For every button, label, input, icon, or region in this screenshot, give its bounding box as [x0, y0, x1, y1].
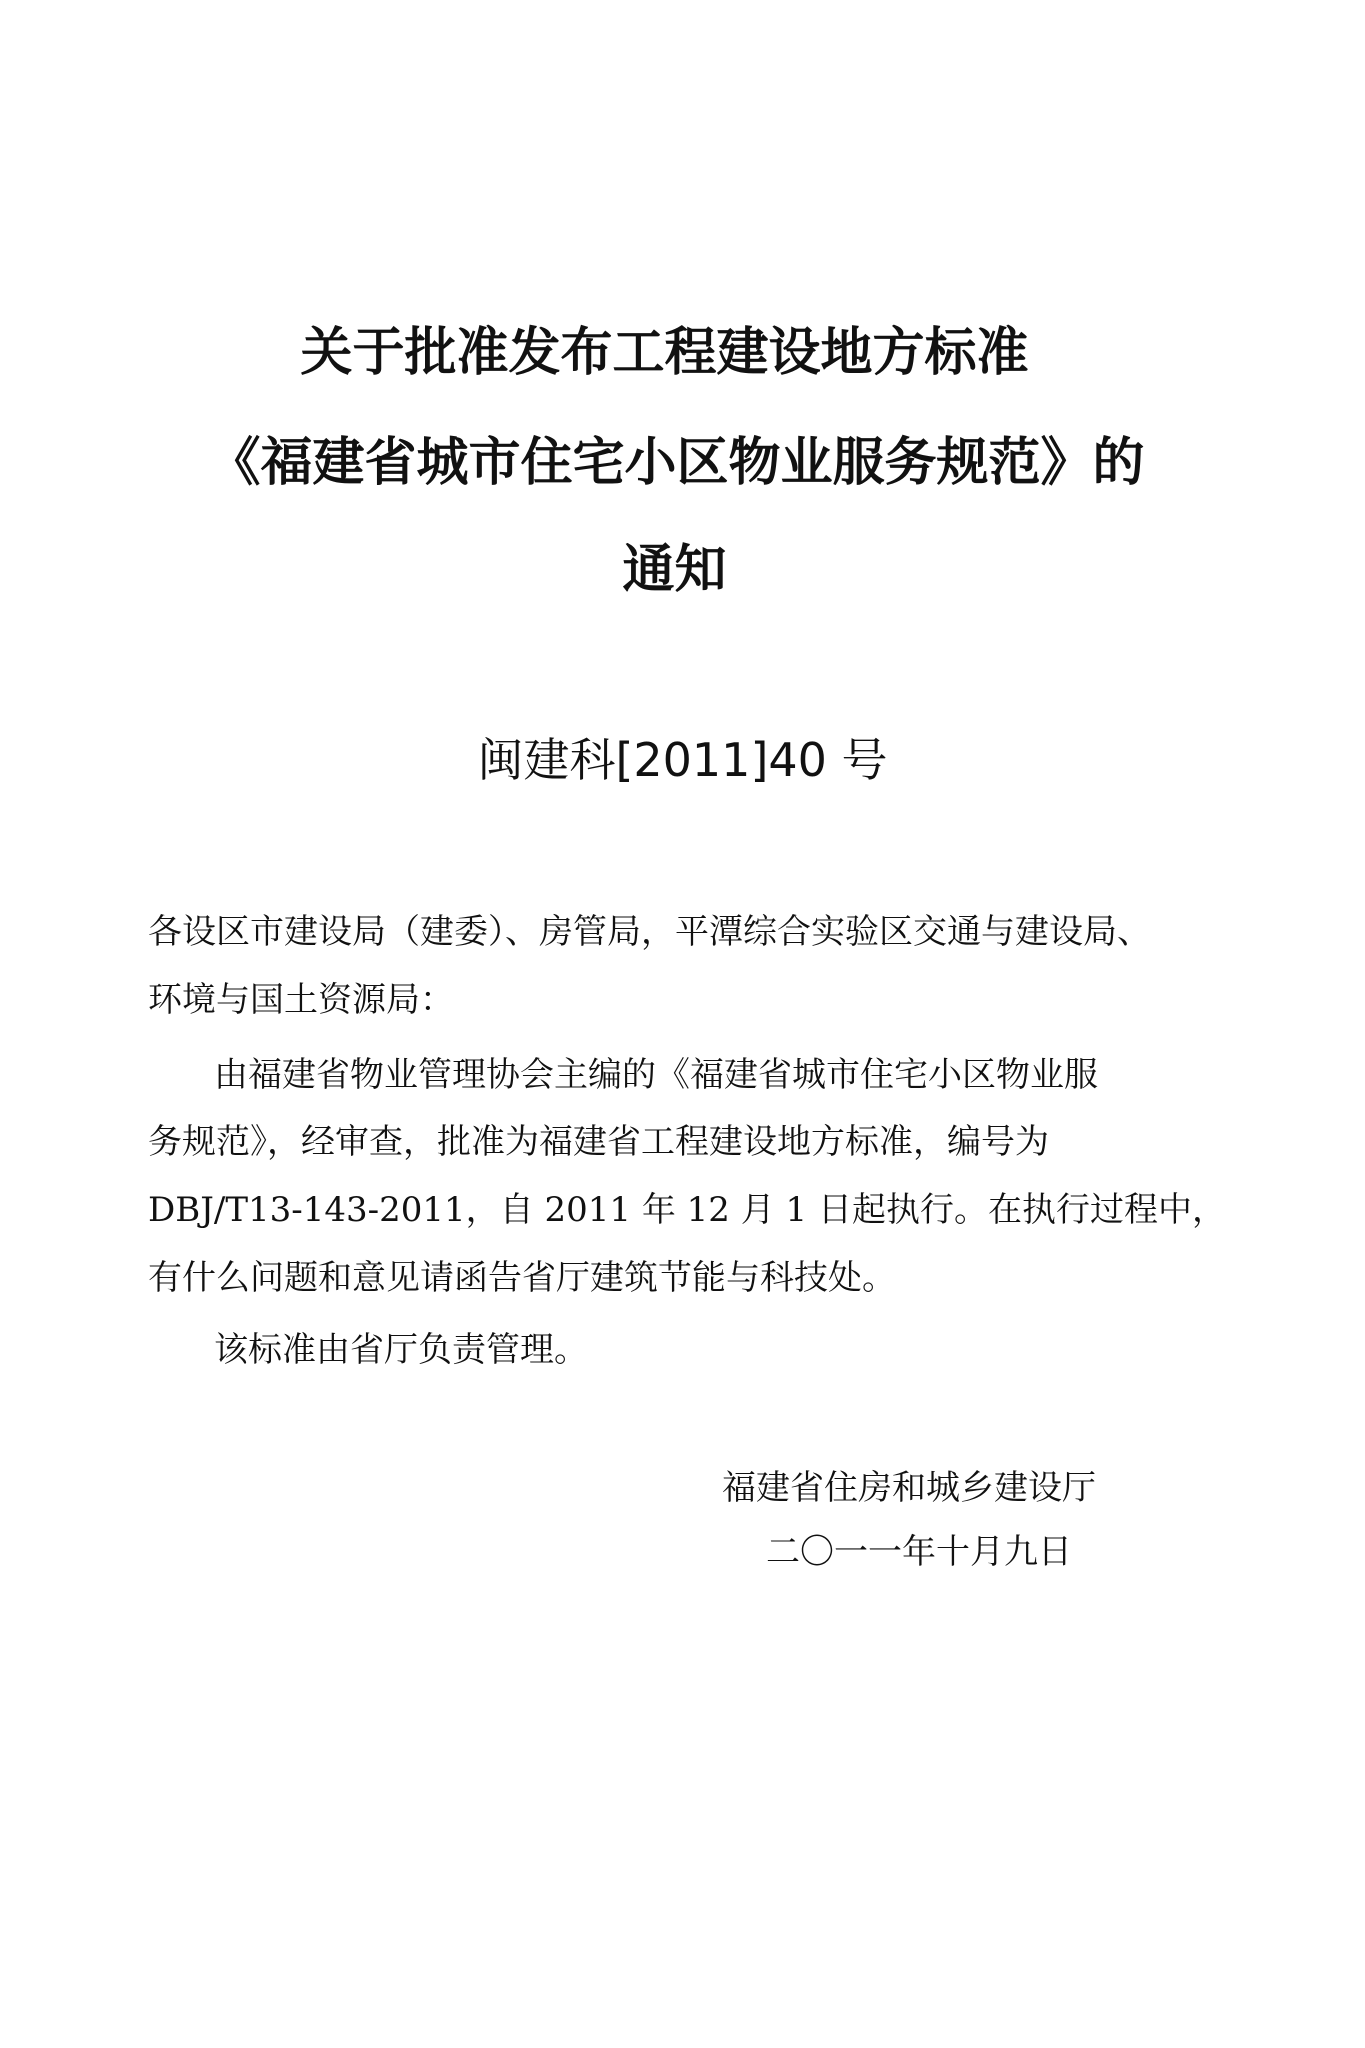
paragraph-1-line-4: 有什么问题和意见请函告省厅建筑节能与科技处。	[148, 1258, 896, 1298]
paragraph-2: 该标准由省厅负责管理。	[214, 1330, 588, 1370]
document-number: 闽建科[2011]40 号	[477, 733, 888, 787]
addressees-line-1: 各设区市建设局（建委）、房管局，平潭综合实验区交通与建设局、	[148, 912, 1151, 952]
paragraph-1-line-2: 务规范》，经审查，批准为福建省工程建设地方标准，编号为	[148, 1122, 1049, 1162]
addressees-line-2: 环境与国土资源局：	[148, 980, 454, 1020]
title-line-1: 关于批准发布工程建设地方标准	[300, 323, 1029, 383]
signature-organization: 福建省住房和城乡建设厅	[722, 1468, 1096, 1508]
title-line-2: 《福建省城市住宅小区物业服务规范》的	[208, 433, 1145, 493]
paragraph-1-line-3: DBJ/T13-143-2011，自 2011 年 12 月 1 日起执行。在执行过程中，	[148, 1190, 1226, 1230]
paragraph-1-line-1: 由福建省物业管理协会主编的《福建省城市住宅小区物业服	[214, 1055, 1098, 1095]
signature-date: 二〇一一年十月九日	[766, 1532, 1072, 1572]
title-line-3: 通知	[622, 540, 727, 600]
